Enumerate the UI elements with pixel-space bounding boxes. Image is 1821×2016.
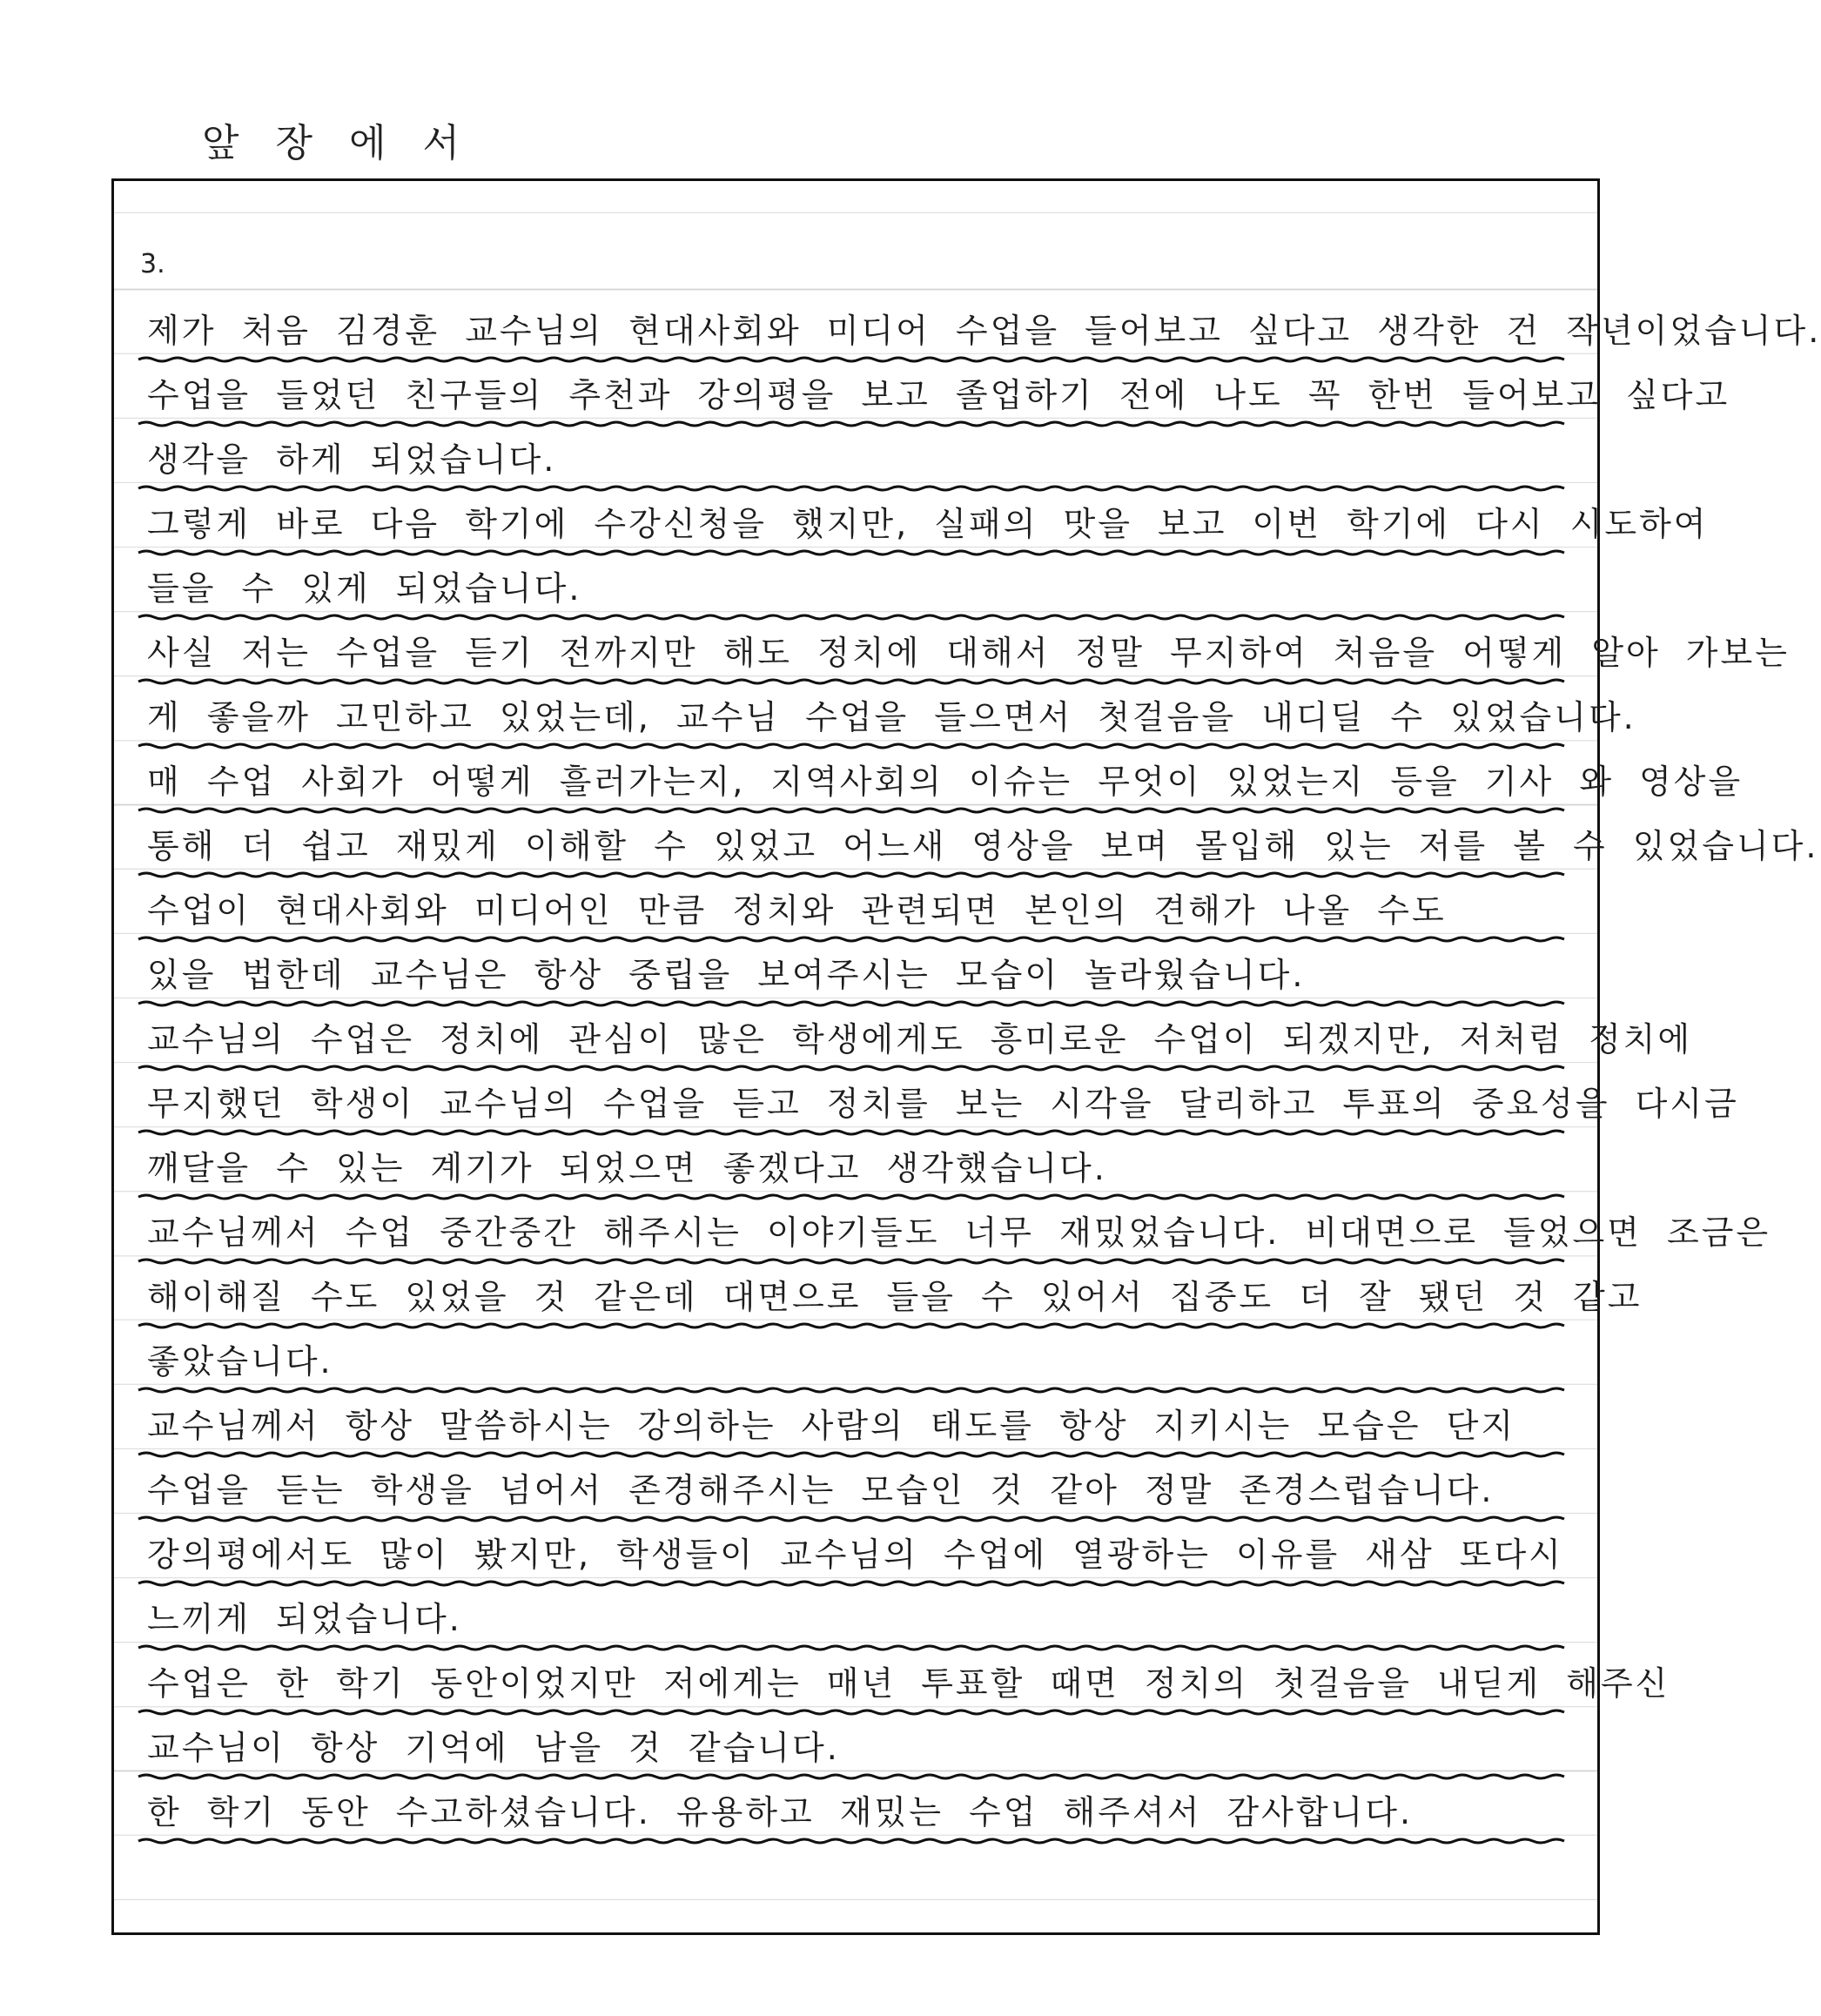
text-line xyxy=(147,432,1575,496)
text-line xyxy=(147,303,1821,367)
handwritten-lines xyxy=(147,303,1821,1849)
text-line-content: 수업을 듣는 학생을 넘어서 존경해주시는 모습인 것 같아 정말 존경스럽습니다. xyxy=(147,1471,1495,1509)
text-line xyxy=(147,1656,1670,1720)
text-line-content: 매 수업 사회가 어떻게 흘러가는지, 지역사회의 이슈는 무엇이 있었는지 등을 기사 와 영상을 xyxy=(147,763,1744,801)
text-line xyxy=(147,1720,1575,1784)
text-line-content: 사실 저는 수업을 듣기 전까지만 해도 정치에 대해서 정말 무지하여 처음을 어떻게 알아 가보는 xyxy=(147,634,1790,672)
wavy-underline xyxy=(138,1126,1549,1139)
page-title: 앞 장 에 서 xyxy=(202,121,472,165)
text-line xyxy=(147,689,1636,754)
text-line xyxy=(147,1462,1575,1527)
text-line-content: 깨달을 수 있는 계기가 되었으면 좋겠다고 생각했습니다. xyxy=(147,1149,1107,1187)
wavy-underline xyxy=(138,1577,1549,1589)
wavy-underline xyxy=(138,418,1549,430)
text-line-content: 교수님의 수업은 정치에 관심이 많은 학생에게도 흥미로운 수업이 되겠지만, 저처럼 정치에 xyxy=(147,1020,1693,1058)
wavy-underline xyxy=(138,611,1549,623)
wavy-underline xyxy=(138,1384,1549,1396)
text-line xyxy=(147,883,1575,947)
wavy-underline xyxy=(138,547,1549,559)
wavy-underline xyxy=(138,740,1549,752)
wavy-underline xyxy=(138,1320,1549,1332)
text-line-content: 수업이 현대사회와 미디어인 만큼 정치와 관련되면 본인의 견해가 나올 수도 xyxy=(147,891,1447,930)
wavy-underline xyxy=(138,353,1549,366)
text-line xyxy=(147,1011,1693,1076)
text-line-content: 수업은 한 학기 동안이었지만 저에게는 매년 투표할 때면 정치의 첫걸음을 내딛게 해주신 xyxy=(147,1664,1670,1703)
wavy-underline xyxy=(138,1642,1549,1654)
text-line xyxy=(147,1398,1575,1462)
wavy-underline xyxy=(138,675,1549,688)
wavy-underline xyxy=(138,482,1549,494)
text-line-content: 제가 처음 김경훈 교수님의 현대사회와 미디어 수업을 들어보고 싶다고 생각한 건 작년이었습니다. xyxy=(147,312,1821,350)
text-line xyxy=(147,1784,1575,1849)
text-line xyxy=(147,754,1744,818)
text-line xyxy=(147,561,1575,625)
text-line-content: 교수님이 항상 기억에 남을 것 같습니다. xyxy=(147,1729,840,1767)
wavy-underline xyxy=(138,1771,1549,1783)
text-line-content: 그렇게 바로 다음 학기에 수강신청을 했지만, 실패의 맛을 보고 이번 학기에 다시 시도하여 xyxy=(147,505,1709,543)
text-line xyxy=(147,818,1819,883)
wavy-underline xyxy=(138,1062,1549,1074)
text-line-content: 무지했던 학생이 교수님의 수업을 듣고 정치를 보는 시각을 달리하고 투표의 중요성을 다시금 xyxy=(147,1085,1739,1123)
wavy-underline xyxy=(138,1706,1549,1718)
text-line xyxy=(147,1591,1575,1656)
text-line xyxy=(147,1140,1575,1205)
text-line-content: 강의평에서도 많이 봤지만, 학생들이 교수님의 수업에 열광하는 이유를 새삼 또다시 xyxy=(147,1536,1563,1574)
text-line-content: 들을 수 있게 되었습니다. xyxy=(147,569,582,608)
text-line-content: 교수님께서 항상 말씀하시는 강의하는 사람의 태도를 항상 지키시는 모습은 단지 xyxy=(147,1407,1516,1445)
section-number: 3. xyxy=(140,249,165,279)
text-line xyxy=(147,625,1790,689)
wavy-underline xyxy=(138,1191,1549,1203)
text-line xyxy=(147,947,1575,1011)
text-line-content: 생각을 하게 되었습니다. xyxy=(147,440,557,479)
text-line xyxy=(147,496,1709,561)
text-line-content: 좋았습니다. xyxy=(147,1342,333,1381)
text-line-content: 있을 법한데 교수님은 항상 중립을 보여주시는 모습이 놀라웠습니다. xyxy=(147,956,1306,994)
text-line-content: 한 학기 동안 수고하셨습니다. 유용하고 재밌는 수업 해주셔서 감사합니다. xyxy=(147,1793,1414,1831)
wavy-underline xyxy=(138,1448,1549,1461)
wavy-underline xyxy=(138,1255,1549,1267)
wavy-underline xyxy=(138,933,1549,945)
wavy-underline xyxy=(138,998,1549,1010)
text-line-content: 교수님께서 수업 중간중간 해주시는 이야기들도 너무 재밌었습니다. 비대면으로 들었으면 조금은 xyxy=(147,1213,1771,1252)
wavy-underline xyxy=(138,804,1549,816)
wavy-underline xyxy=(138,869,1549,881)
wavy-underline xyxy=(138,1835,1549,1847)
text-line-content: 수업을 들었던 친구들의 추천과 강의평을 보고 졸업하기 전에 나도 꼭 한번 들어보고 싶다고 xyxy=(147,376,1730,414)
text-line xyxy=(147,1076,1739,1140)
text-line xyxy=(147,1334,1575,1398)
text-line-content: 느끼게 되었습니다. xyxy=(147,1600,462,1638)
lined-paper-sheet xyxy=(111,178,1821,1935)
text-line xyxy=(147,1269,1643,1334)
text-line xyxy=(147,1205,1771,1269)
text-line xyxy=(147,367,1730,432)
text-line-content: 게 좋을까 고민하고 있었는데, 교수님 수업을 들으면서 첫걸음을 내디딜 수 있었습니다. xyxy=(147,698,1636,736)
text-line-content: 해이해질 수도 있었을 것 같은데 대면으로 들을 수 있어서 집중도 더 잘 됐던 것 같고 xyxy=(147,1278,1643,1316)
text-line-content: 통해 더 쉽고 재밌게 이해할 수 있었고 어느새 영상을 보며 몰입해 있는 저를 볼 수 있었습니다. xyxy=(147,827,1819,865)
text-line xyxy=(147,1527,1575,1591)
wavy-underline xyxy=(138,1513,1549,1525)
